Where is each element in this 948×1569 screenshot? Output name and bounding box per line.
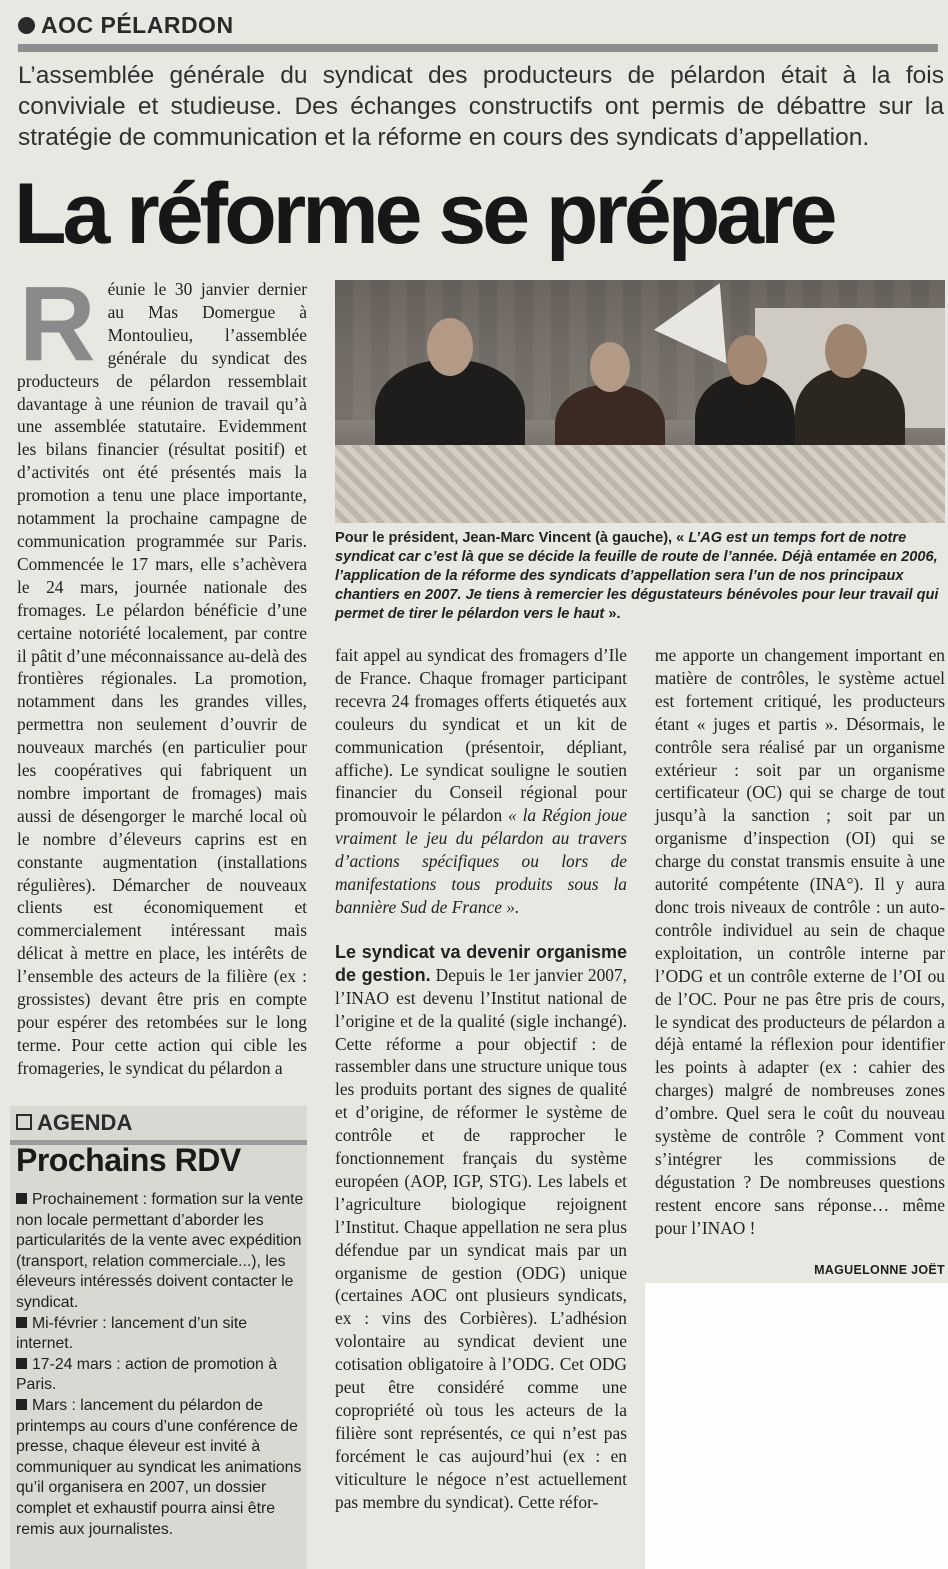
agenda-item xyxy=(16,1190,304,1314)
photo-head-2 xyxy=(590,342,630,392)
author-signature: MAGUELONNE JOËT xyxy=(814,1263,945,1277)
checkbox-square-icon xyxy=(16,1114,32,1130)
agenda-item-text: Mars : lancement du pélardon de printemps au cours d’une conférence de presse, chaque éleveur est invité à communiquer au syndicat les animations qu’il organisera en 2007, un dossier complet et exhaustif pourra ainsi être remis aux journalistes. xyxy=(16,1396,302,1538)
column-3-text: me apporte un changement important en matière de contrôles, le système actuel est fortement critiqué, les producteurs étant « juges et partis ». Désormais, le contrôle sera réalisé par un organisme extérieur : soit par un organisme certificateur (OC) qui se charge de tout jusqu’à la sanction ; soit par un organisme d’inspection (OI) qui se charge du constat transmis ensuite à une autorité compétente (INA°). Il y aura donc trois niveaux de contrôle : un auto-contrôle individuel au sein de chaque exploitation, un contrôle interne par l’ODG et un contrôle externe de l’OI ou de l’OC. Pour ne pas être pris de cours, le syndicat des producteurs de pélardon a déjà entamé la réflexion pour identifier les points à adapter (ex : cahier des charges) malgré de nombreuses zones d’ombre. Quel sera le coût du nouveau système de contrôle ? Comment vont s’intégrer les commissions de dégustation ? De nombreuses questions restent encore sans réponse… même pour l’INAO ! xyxy=(655,645,945,1238)
caption-lead: Pour le président, Jean-Marc Vincent (à gauche), « xyxy=(335,530,685,546)
caption-end: ». xyxy=(608,606,621,622)
photo-head-3 xyxy=(727,335,767,385)
column-1-text: éunie le 30 janvier dernier au Mas Domergue à Montoulieu, l’assemblée générale du syndicat des producteurs de pélardon ressemblait davantage à une réunion de travail qu’à une assemblée statutaire. Evidemment les bilans financier (résultat positif) et d’activités ont été présentés mais la promotion a tenu une place importante, notamment la prochaine campagne de communication programmée sur Paris. Commencée le 17 mars, elle s’achèvera le 24 mars, journée nationale des fromages. Le pélardon bénéficie d’une certaine notoriété localement, par contre il pâtit d’une méconnaissance au-delà des frontières régionales. La promotion, notamment dans les grandes villes, permettra non seulement d’ouvrir de nouveaux marchés (en particulier pour les coopératives qui fabriquent un nombre important de fromages) mais aussi de désengorger le marché local où le nombre d’éleveurs caprins est en constante augmentation (installations régulières). Démarcher de nouveaux clients est économiquement et commercialement intéressant mais délicat à mettre en place, les intérêts de l’ensemble des acteurs de la filière (ex : grossistes) devant être pris en compte pour espérer des retombées sur le long terme. Pour cette action qui cible les fromageries, le syndicat du pélardon a xyxy=(17,279,307,1078)
rubric-label: AOC PÉLARDON xyxy=(41,12,234,38)
agenda-list xyxy=(16,1190,304,1540)
agenda-item xyxy=(16,1355,304,1396)
agenda-item xyxy=(16,1314,304,1355)
agenda-item xyxy=(16,1396,304,1540)
drop-cap: R xyxy=(19,265,96,383)
article-photo xyxy=(335,280,945,523)
column-2-quote: « la Région joue vraiment le jeu du pélardon au travers d’actions spécifiques ou lors de manifestations tous produits sous la bannière Sud de France ». xyxy=(335,805,627,917)
column-2-text-b: Depuis le 1er janvier 2007, l’INAO est devenu l’Institut national de l’origine et de la qualité (sigle inchangé). Cette réforme a pour objectif : de rassembler dans une structure unique tous les produits portant des signes de qualité et d’origine, de réformer le système de contrôle et de rapprocher le fonctionnement français du système européen (AOP, IGP, STG). Les labels et l’agriculture biologique rejoignent l’Institut. Chaque appellation ne sera plus défendue par un syndicat mais par un organisme de gestion (ODG) unique (certaines AOC ont plusieurs syndicats, ex : vins des Corbières). L’adhésion volontaire au syndicat devient une cotisation obligatoire à l’ODG. Cet ODG peut être considéré comme une copropriété où tous les acteurs de la filière sont représentés, ce qui n’est pas forcément le cas aujourd’hui (ex : en viticulture le négoce n’est actuellement pas membre du syndicat). Cette réfor- xyxy=(335,964,627,1512)
article-headline: La réforme se prépare xyxy=(14,166,834,262)
bullet-dot-icon xyxy=(18,17,35,34)
column-2-subhead: Le syndicat va devenir organisme de gestion. xyxy=(335,941,627,985)
blank-area xyxy=(645,1283,948,1569)
agenda-box xyxy=(10,1106,307,1569)
photo-head-4 xyxy=(825,324,867,378)
column-2-spacer xyxy=(335,919,627,941)
agenda-item-text: Mi-février : lancement d’un site internet. xyxy=(16,1314,248,1353)
caption-quote: L’AG est un temps fort de notre syndicat car c’est là que se décide la feuille de route de l’année. Déjà entamée en 2006, l’application de la réforme des syndicats d’appellation sera l’un de nos principaux chantiers en 2007. Je tiens à remercier les dégustateurs bénévoles pour leur travail qui permet de tirer le pélardon vers le haut xyxy=(335,530,939,622)
column-2-text-a: fait appel au syndicat des fromagers d’Ile de France. Chaque fromager participant recevra 24 fromages offerts étiquetés aux couleurs du syndicat et un kit de communication (présentoir, dépliant, affiche). Le syndicat souligne le soutien financier du Conseil régional pour promouvoir le pélardon xyxy=(335,645,627,826)
agenda-item-text: Prochainement : formation sur la vente non locale permettant d’aborder les particularités de la vente avec expédition (transport, relation commerciale...), les éleveurs intéressés doivent contacter le syndicat. xyxy=(16,1191,304,1311)
photo-caption xyxy=(335,529,943,624)
bullet-square-icon xyxy=(16,1399,27,1410)
article-column-2 xyxy=(335,644,627,1514)
bullet-square-icon xyxy=(16,1358,27,1369)
article-column-1 xyxy=(17,265,307,1080)
agenda-label xyxy=(16,1110,132,1136)
agenda-title: Prochains RDV xyxy=(16,1142,241,1178)
agenda-item-text: 17-24 mars : action de promotion à Paris. xyxy=(16,1355,277,1394)
photo-head-1 xyxy=(427,318,473,376)
bullet-square-icon xyxy=(16,1193,27,1204)
article-column-3 xyxy=(655,644,945,1240)
article-lead: L’assemblée générale du syndicat des producteurs de pélardon était à la fois conviviale et studieuse. Des échanges constructifs ont permis de débattre sur la stratégie de communication et la réforme en cours des syndicats d’appellation. xyxy=(18,62,944,151)
agenda-label-text: AGENDA xyxy=(37,1110,133,1135)
photo-tablecloth xyxy=(335,445,945,523)
section-rubric xyxy=(18,10,938,52)
bullet-square-icon xyxy=(16,1317,27,1328)
